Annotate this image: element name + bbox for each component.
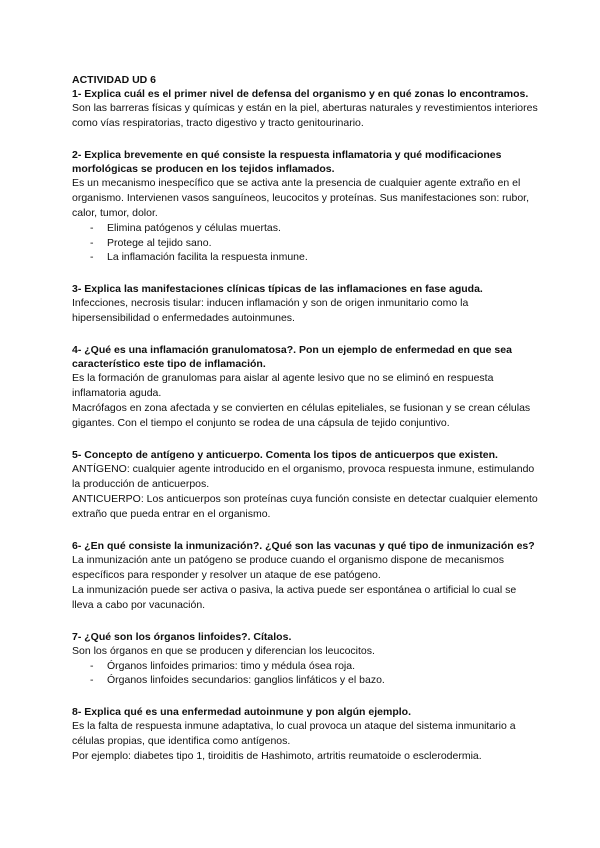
question-section-4 (72, 343, 540, 431)
question-heading: 6- ¿En qué consiste la inmunización?. ¿Qué son las vacunas y qué tipo de inmunización es? (72, 539, 535, 552)
question-section-5 (72, 448, 540, 522)
question-heading: 3- Explica las manifestaciones clínicas típicas de las inflamaciones en fase aguda. (72, 282, 483, 295)
answer-bullet-list (72, 659, 540, 688)
answer-paragraph: Macrófagos en zona afectada y se convierten en células epiteliales, se fusionan y se crean células gigantes. Con el tiempo el conjunto se rodea de una cápsula de tejido conjuntivo. (72, 401, 531, 429)
question-section-6 (72, 539, 540, 613)
answer-paragraph: Son las barreras físicas y químicas y están en la piel, aberturas naturales y revestimientos interiores como vías respiratorias, tracto digestivo y tracto genitourinario. (72, 102, 538, 129)
sections-container (72, 87, 540, 764)
answer-paragraph: Por ejemplo: diabetes tipo 1, tiroiditis de Hashimoto, artritis reumatoide o esclerodermia. (72, 749, 482, 762)
question-section-3 (72, 282, 540, 326)
question-section-8 (72, 705, 540, 764)
answer-paragraph: Es la falta de respuesta inmune adaptativa, lo cual provoca un ataque del sistema inmunitario a células propias, que identifica como antígenos. (72, 719, 516, 747)
bullet-item: - Órganos linfoides secundarios: ganglios linfáticos y el bazo. (90, 673, 540, 688)
question-heading: 8- Explica qué es una enfermedad autoinmune y pon algún ejemplo. (72, 705, 411, 718)
question-section-2 (72, 148, 540, 265)
answer-paragraph: La inmunización ante un patógeno se produce cuando el organismo dispone de mecanismos específicos para responder y resolver un ataque de ese patógeno. (72, 553, 504, 581)
question-heading: 4- ¿Qué es una inflamación granulomatosa?. Pon un ejemplo de enfermedad en que sea característico este tipo de inflamación. (72, 343, 512, 370)
question-heading: 7- ¿Qué son los órganos linfoides?. Cítalos. (72, 630, 292, 643)
question-heading: 2- Explica brevemente en qué consiste la respuesta inflamatoria y qué modificaciones morfológicas se producen en los tejidos inflamados. (72, 149, 502, 175)
answer-paragraph: Son los órganos en que se producen y diferencian los leucocitos. (72, 644, 375, 657)
answer-paragraph: ANTICUERPO: Los anticuerpos son proteínas cuya función consiste en detectar cualquier elemento extraño que pueda entrar en el organismo. (72, 492, 538, 520)
answer-paragraph: ANTÍGENO: cualquier agente introducido en el organismo, provoca respuesta inmune, estimulando la producción de anticuerpos. (72, 462, 535, 490)
answer-paragraph: Infecciones, necrosis tisular: inducen inflamación y son de origen inmunitario como la hipersensibilidad o enfermedades autoinmunes. (72, 296, 469, 324)
answer-paragraph: La inmunización puede ser activa o pasiva, la activa puede ser espontánea o artificial lo cual se lleva a cabo por vacunación. (72, 583, 517, 611)
answer-paragraph: Es un mecanismo inespecífico que se activa ante la presencia de cualquier agente extraño en el organismo. Intervienen vasos sanguíneos, leucocitos y proteínas. Sus manifestaciones son: rubor, calor, tumor, dolor. (72, 177, 530, 219)
bullet-item: - Elimina patógenos y células muertas. (90, 221, 540, 236)
question-section-7 (72, 630, 540, 688)
answer-paragraph: Es la formación de granulomas para aislar al agente lesivo que no se eliminó en respuesta inflamatoria aguda. (72, 371, 494, 399)
bullet-item: - La inflamación facilita la respuesta inmune. (90, 250, 540, 265)
document-title: ACTIVIDAD UD 6 (72, 74, 157, 86)
question-heading: 5- Concepto de antígeno y anticuerpo. Comenta los tipos de anticuerpos que existen. (72, 448, 498, 461)
question-heading: 1- Explica cuál es el primer nivel de defensa del organismo y en qué zonas lo encontramos. (72, 88, 529, 100)
answer-bullet-list (72, 221, 540, 265)
question-section-1 (72, 87, 540, 131)
bullet-item: - Protege al tejido sano. (90, 236, 540, 251)
bullet-item: - Órganos linfoides primarios: timo y médula ósea roja. (90, 659, 540, 674)
